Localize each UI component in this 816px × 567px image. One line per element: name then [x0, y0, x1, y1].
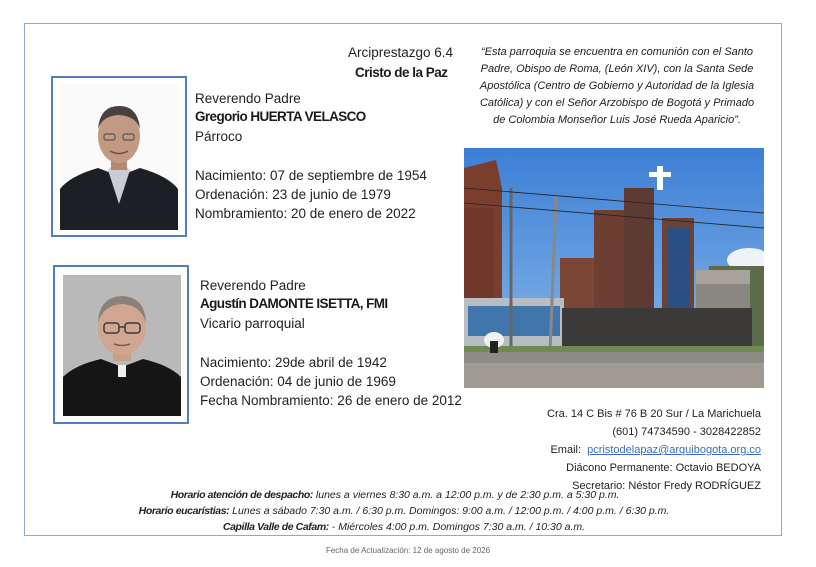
email-line	[550, 441, 761, 459]
mass-hours-label: Horario eucarístias:	[138, 505, 230, 517]
priest-2-birth: Nacimiento: 29de abril de 1942	[200, 355, 387, 370]
parish-priest-photo	[60, 84, 178, 230]
vicar-photo	[63, 275, 181, 416]
priest-1-birth: Nacimiento: 07 de septiembre de 1954	[195, 168, 427, 183]
priest-1-ordination: Ordenación: 23 de junio de 1979	[195, 187, 391, 202]
address: Cra. 14 C Bis # 76 B 20 Sur / La Marichuela	[547, 408, 761, 420]
email-link[interactable]: pcristodelapaz@arquibogota.org.co	[587, 444, 761, 456]
office-hours-label: Horario atención de despacho:	[170, 489, 313, 501]
priest-1-title: Reverendo Padre	[195, 91, 301, 106]
mass-hours-line	[0, 503, 808, 520]
church-photo	[464, 148, 764, 388]
priest-2-name: Agustín DAMONTE ISETTA, FMI	[200, 296, 388, 311]
deacon: Diácono Permanente: Octavio BEDOYA	[566, 462, 761, 474]
priest-2-role: Vicario parroquial	[200, 316, 305, 331]
archpriestship-label: Arciprestazgo 6.4	[348, 45, 454, 60]
office-hours-value: lunes a viernes 8:30 a.m. a 12:00 p.m. y de 2:30 p.m. a 5:30 p.m.	[313, 489, 620, 501]
priest-1-name: Gregorio HUERTA VELASCO	[195, 109, 366, 124]
communion-quote: “Esta parroquia se encuentra en comunión con el Santo Padre, Obispo de Roma, (León XIV), con la Santa Sede Apostólica (Centro de Gobierno y Autoridad de la Iglesia Católica) y con el Señor Arzobispo de Bogotá y Primado de Colombia Monseñor Luis José Rueda Aparicio”.	[479, 46, 755, 126]
vicar-photo-frame	[53, 265, 189, 424]
update-date: Fecha de Actualización: 12 de agosto de 2026	[325, 546, 491, 555]
priest-1-role: Párroco	[195, 129, 243, 144]
priest-2-ordination: Ordenación: 04 de junio de 1969	[200, 374, 396, 389]
phones: (601) 74734590 - 3028422852	[612, 426, 761, 438]
parish-name: Cristo de la Paz	[355, 65, 448, 80]
chapel-hours-label: Capilla Valle de Cafam:	[222, 521, 329, 533]
chapel-hours-value: - Miércoles 4:00 p.m. Domingos 7:30 a.m. / 10:30 a.m.	[328, 521, 586, 533]
mass-hours-value: Lunes a sábado 7:30 a.m. / 6:30 p.m. Domingos: 9:00 a.m. / 12:00 p.m. / 4:00 p.m. / 6:30 p.m.	[229, 505, 670, 517]
parish-priest-photo-frame	[51, 76, 187, 237]
chapel-hours-line	[0, 519, 808, 536]
priest-2-appointment: Fecha Nombramiento: 26 de enero de 2012	[200, 393, 462, 408]
secretary: Secretario: Néstor Fredy RODRÍGUEZ	[572, 480, 761, 492]
email-label: Email:	[550, 444, 582, 456]
priest-1-appointment: Nombramiento: 20 de enero de 2022	[195, 206, 416, 221]
priest-2-title: Reverendo Padre	[200, 278, 306, 293]
office-hours-line	[0, 487, 790, 504]
